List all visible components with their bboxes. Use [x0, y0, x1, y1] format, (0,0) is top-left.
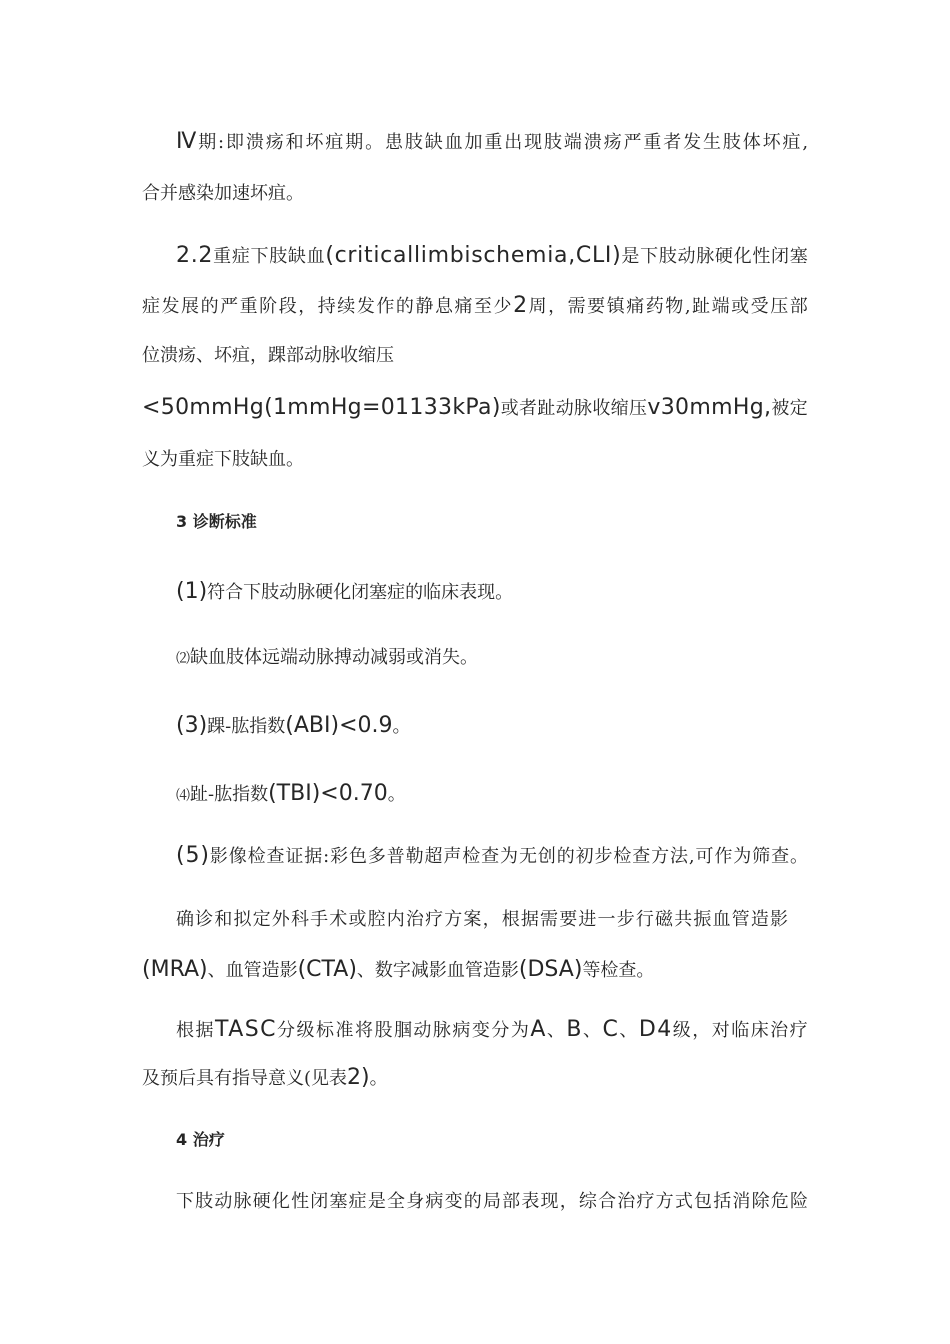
- text-run: 症发展的严重阶段，持续发作的静息痛至少: [142, 296, 514, 317]
- text-run: 2: [513, 293, 529, 318]
- text-run: 。: [369, 1068, 388, 1089]
- text-run: B: [566, 1017, 583, 1042]
- text-run: Ⅳ: [176, 129, 199, 154]
- section-heading: [176, 1128, 225, 1152]
- text-run: 合并感染加速坏疽。: [142, 183, 304, 204]
- text-run: 2): [347, 1065, 370, 1090]
- text-line: [176, 130, 810, 155]
- text-line: [176, 1018, 809, 1043]
- text-line: [142, 396, 808, 421]
- text-run: 重症下肢缺血: [213, 246, 326, 267]
- text-run: 及预后具有指导意义(见表: [142, 1068, 348, 1089]
- text-run: 位溃疡、坏疽，踝部动脉收缩压: [142, 345, 394, 366]
- text-run: A: [530, 1017, 547, 1042]
- text-run: 、: [546, 1020, 567, 1041]
- text-run: 级，对临床治疗: [672, 1020, 810, 1041]
- text-run: TASC: [214, 1017, 278, 1042]
- text-line: [142, 958, 654, 983]
- text-line: [176, 244, 808, 269]
- text-line: [176, 580, 513, 605]
- text-run: 、: [619, 1020, 639, 1041]
- section-heading: [176, 510, 257, 534]
- text-line: [176, 844, 809, 869]
- text-run: 等检查。: [582, 960, 655, 981]
- text-line: [142, 448, 304, 472]
- text-line: [176, 646, 478, 671]
- text-run: v30mmHg,: [647, 395, 772, 420]
- text-line: [142, 344, 394, 368]
- text-run: (5): [176, 843, 210, 868]
- text-run: (CTA): [297, 957, 357, 982]
- text-run: 、: [582, 1020, 603, 1041]
- text-run: (MRA): [142, 957, 208, 982]
- text-run: ⑷: [176, 788, 190, 804]
- text-run: 踝-肱指数: [207, 716, 286, 737]
- text-run: (3): [176, 713, 208, 738]
- text-run: 符合下肢动脉硬化闭塞症的临床表现。: [207, 582, 514, 603]
- text-run: C: [602, 1017, 620, 1042]
- text-run: (DSA): [518, 957, 583, 982]
- text-run: 趾-肱指数: [190, 784, 269, 805]
- text-run: 期:即溃疡和坏疽期。患肢缺血加重出现肢端溃疡严重者发生肢体坏疽,: [198, 132, 810, 153]
- text-run: 根据: [176, 1020, 215, 1041]
- text-run: 义为重症下肢缺血。: [142, 449, 304, 470]
- text-run: 周，需要镇痛药物,趾端或受压部: [528, 296, 810, 317]
- text-run: 下肢动脉硬化性闭塞症是全身病变的局部表现，综合治疗方式包括消除危险: [176, 1191, 810, 1212]
- text-run: (ABI)<0.9: [285, 713, 393, 738]
- text-run: ⑵: [176, 651, 190, 667]
- text-run: 确诊和拟定外科手术或腔内治疗方案，根据需要进一步行磁共振血管造影: [176, 909, 790, 930]
- text-line: [142, 294, 809, 319]
- text-run: 影像检查证据:彩色多普勒超声检查为无创的初步检查方法,可作为筛查。: [209, 846, 809, 867]
- text-line: [176, 782, 406, 808]
- text-line: [176, 908, 789, 932]
- text-run: 是下肢动脉硬化性闭塞: [621, 246, 809, 267]
- text-run: 被定: [771, 398, 808, 419]
- text-run: (criticallimbischemia,CLI): [325, 243, 622, 268]
- text-line: [176, 714, 410, 739]
- text-run: (TBI)<0.70: [268, 781, 388, 806]
- text-run: 缺血肢体远端动脉搏动减弱或消失。: [190, 647, 478, 668]
- text-run: 分级标准将股腘动脉病变分为: [277, 1020, 531, 1041]
- heading-text: 4 治疗: [176, 1130, 225, 1149]
- text-run: 、数字减影血管造影: [356, 960, 519, 981]
- text-run: (1): [176, 579, 208, 604]
- text-run: 2.2: [176, 243, 214, 268]
- text-run: 、血管造影: [207, 960, 298, 981]
- text-run: 或者趾动脉收缩压: [500, 398, 648, 419]
- text-run: 。: [387, 784, 406, 805]
- heading-text: 3 诊断标准: [176, 512, 257, 531]
- text-run: 。: [392, 716, 411, 737]
- text-line: [142, 182, 304, 206]
- text-run: <50mmHg(1mmHg=01133kPa): [142, 395, 501, 420]
- text-line: [176, 1190, 809, 1214]
- text-line: [142, 1066, 388, 1091]
- text-run: D4: [638, 1017, 673, 1042]
